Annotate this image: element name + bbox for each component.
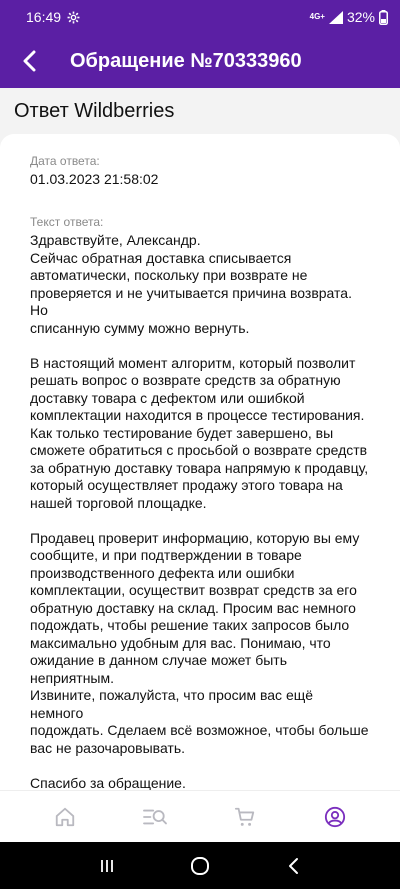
nav-catalog[interactable]	[135, 797, 175, 837]
profile-icon	[324, 806, 346, 828]
nav-cart[interactable]	[225, 797, 265, 837]
back-system-button[interactable]	[278, 851, 308, 881]
home-icon	[54, 806, 76, 828]
back-arrow-icon	[22, 50, 36, 72]
status-bar	[0, 0, 400, 34]
system-navigation-bar	[0, 842, 400, 889]
battery-percent: 32%	[346, 9, 375, 25]
back-chevron-icon	[287, 857, 299, 875]
home-system-button[interactable]	[185, 851, 215, 881]
nav-home[interactable]	[45, 797, 85, 837]
signal-icon	[329, 11, 343, 24]
network-type: 4G+	[309, 12, 325, 21]
back-button[interactable]	[0, 34, 58, 88]
cart-icon	[234, 806, 256, 828]
bottom-navigation	[0, 790, 400, 842]
settings-gear-icon	[67, 11, 80, 24]
catalog-icon	[142, 806, 168, 828]
section-title: Ответ Wildberries	[14, 100, 175, 122]
response-card	[0, 134, 400, 799]
app-bar	[0, 34, 400, 88]
response-text-label: Текст ответа:	[30, 215, 104, 229]
recent-apps-button[interactable]	[92, 851, 122, 881]
recent-apps-icon	[99, 858, 115, 874]
response-date-label: Дата ответа:	[30, 154, 100, 168]
page-title: Обращение №70333960	[70, 49, 302, 72]
battery-icon	[379, 10, 388, 25]
home-circle-icon	[190, 856, 210, 876]
status-time: 16:49	[26, 9, 62, 25]
response-text: Здравствуйте, Александр. Сейчас обратная доставка списывается автоматически, поскольку при возврате не проверяется и не учитывается причина возврата. Но списанную сумму можно вернуть. В настоящий момент алгоритм, который позволит решать вопрос о возврате средств за обратную доставку товара с дефектом или ошибкой комплектации находится в процессе тестирования. Как только тестирование будет завершено, вы сможете обратиться с просьбой о возврате средств за обратную доставку товара напрямую к продавцу, который осуществляет продажу этого товара на нашей торговой площадке. Продавец проверит информацию, которую вы ему сообщите, и при подтверждении в товаре производственного дефекта или ошибки комплектации, осуществит возврат средств за его обратную доставку на склад. Просим вас немного подождать, чтобы решение таких запросов было максимально удобным для вас. Понимаю, что ожидание в данном случае может быть неприятным. Извините, пожалуйста, что просим вас ещё немного подождать. Сделаем всё возможное, чтобы больше вас не разочаровывать. Спасибо за обращение.	[30, 232, 369, 791]
nav-profile[interactable]	[315, 797, 355, 837]
response-date-value: 01.03.2023 21:58:02	[30, 171, 159, 187]
